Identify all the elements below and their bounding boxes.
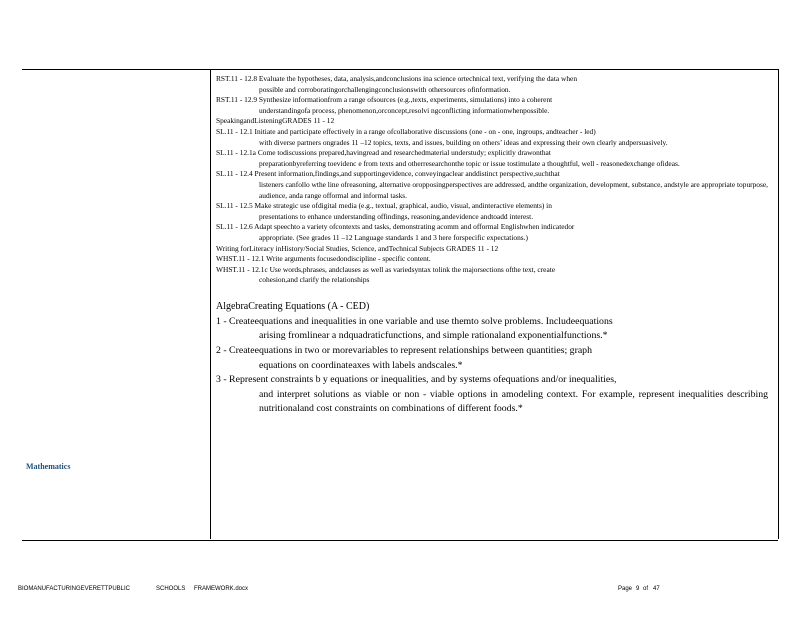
standard-line — [216, 148, 768, 159]
standard-continuation: appropriate. (See grades 11 –12 Language standards 1 and 3 here forspecific expectations.) — [259, 232, 528, 242]
standard-code: WHST.11 - 12.1 — [216, 254, 265, 264]
footer-framework: FRAMEWORK.docx — [194, 586, 249, 592]
standard-text: Write arguments focusedondiscipline - specific content. — [266, 254, 431, 264]
standard-item — [216, 254, 768, 265]
standard-item — [216, 222, 768, 243]
standard-continuation: understandingofa process, phenomenon,orconcept,resolvi ngconflicting informationwhenpossible. — [259, 105, 550, 115]
standard-item — [216, 95, 768, 116]
standard-code: SL.11 - 12.1a — [216, 148, 256, 158]
algebra-item — [216, 344, 768, 373]
subject-label: Mathematics — [26, 462, 71, 471]
standard-line — [216, 95, 768, 106]
standard-text: Writing forLiteracy inHistory/Social Studies, Science, andTechnical Subjects GRADES 11 - 12 — [216, 243, 499, 253]
algebra-continuation: arising fromlinear a ndquadraticfunctions, and simple rationaland exponentialfunctions.* — [259, 330, 608, 342]
standard-code: RST.11 - 12.9 — [216, 95, 258, 105]
standard-line — [216, 169, 768, 180]
algebra-continuation: equations on coordinateaxes with labels andscales.* — [259, 359, 463, 371]
algebra-continuation: and interpret solutions as viable or non - viable options in amodeling context. For example, represent inequalities describing nutritionaland cost constraints on combinations of different foods.* — [259, 388, 768, 415]
standard-line — [216, 254, 768, 265]
section-spacer — [216, 286, 768, 300]
table-column-divider — [210, 69, 211, 539]
standard-item — [216, 116, 768, 127]
standard-continuation: with diverse partners ongrades 11 –12 topics, texts, and issues, building on others’ ideas and expressing their own clearly andpersuasively. — [259, 137, 668, 147]
algebra-item — [216, 373, 768, 417]
standard-line — [216, 74, 768, 85]
standard-item — [216, 244, 768, 255]
algebra-line: 1 - Createequations and inequalities in one variable and use themto solve problems. Includeequations — [216, 315, 613, 327]
footer-doc-name: BIOMANUFACTURINGEVERETTPUBLIC — [18, 586, 131, 592]
algebra-line: 2 - Createequations in two or morevariables to represent relationships between quantities; graph — [216, 345, 592, 357]
standard-code: SL.11 - 12.5 — [216, 201, 253, 211]
standard-line — [216, 265, 768, 276]
standards-list — [216, 74, 768, 286]
standard-line — [216, 201, 768, 212]
standard-continuation: listeners canfollo wthe line ofreasoning, alternative oropposingperspectives are addressed, andthe organization, development, substance, andstyle are appropriate topurpose, audience, anda range offormal and informal tasks. — [259, 179, 768, 200]
algebra-item — [216, 315, 768, 344]
standard-code: SL.11 - 12.1 — [216, 126, 253, 136]
standard-text: Use words,phrases, andclauses as well as variedsyntax tolink the majorsections ofthe text, create — [269, 264, 556, 274]
standard-text: Come todiscussions prepared,havingread and researchedmaterial understudy; explicitly drawonthat — [257, 148, 551, 158]
standard-line — [216, 127, 768, 138]
standards-content — [216, 74, 768, 417]
table-right-border — [778, 69, 779, 539]
footer-page-total: 47 — [653, 586, 660, 592]
footer-schools: SCHOOLS — [156, 586, 186, 592]
standard-item — [216, 74, 768, 95]
standard-code: SL.11 - 12.4 — [216, 169, 253, 179]
standard-item — [216, 148, 768, 169]
standard-code: WHST.11 - 12.1c — [216, 264, 268, 274]
standard-line — [216, 116, 768, 127]
standard-item — [216, 265, 768, 286]
standard-item — [216, 169, 768, 201]
standard-item — [216, 127, 768, 148]
standard-continuation: possible and corroboratingorchallengingconclusionswith othersources ofinformation. — [259, 84, 511, 94]
standard-continuation: presentations to enhance understanding offindings, reasoning,andevidence andtoadd interest. — [259, 211, 534, 221]
standard-code: RST.11 - 12.8 — [216, 74, 258, 83]
footer-page-number: 9 — [636, 586, 640, 592]
algebra-list — [216, 315, 768, 417]
footer-page-label: Page — [618, 586, 633, 592]
standard-text: Evaluate the hypotheses, data, analysis,andconclusions ina science ortechnical text, verifying the data when — [258, 74, 578, 83]
standard-text: Synthesize informationfrom a range ofsources (e.g.,texts, experiments, simulations) into a coherent — [258, 95, 553, 105]
standard-text: Adapt speechto a variety ofcontexts and tasks, demonstrating acomm and offormal Englishwhen indicatedor — [254, 222, 575, 232]
algebra-line: 3 - Represent constraints b y equations or inequalities, and by systems ofequations and/or inequalities, — [216, 374, 617, 386]
algebra-title: AlgebraCreating Equations (A - CED) — [216, 300, 370, 312]
standard-text: SpeakingandListeningGRADES 11 - 12 — [216, 116, 335, 126]
standard-continuation: cohesion,and clarify the relationships — [259, 275, 370, 285]
standard-text: Make strategic use ofdigital media (e.g., textual, graphical, audio, visual, andinteractive elements) in — [254, 201, 552, 211]
footer-of-label: of — [643, 586, 649, 592]
standard-continuation: preparationbyreferring toevidenc e from texts and otherresearchonthe topic or issue tostimulate a thoughtful, well - reasonedexchange ofideas. — [259, 158, 680, 168]
standard-item — [216, 201, 768, 222]
standard-code: SL.11 - 12.6 — [216, 222, 253, 232]
standard-text: Initiate and participate effectively in a range ofcollaborative discussions (one - on - one, ingroups, andteacher - led) — [254, 126, 596, 136]
standard-text: Present information,findings,and supportingevidence, conveyingaclear anddistinct perspective,suchthat — [254, 169, 560, 179]
standard-line — [216, 222, 768, 233]
standard-line — [216, 244, 768, 255]
